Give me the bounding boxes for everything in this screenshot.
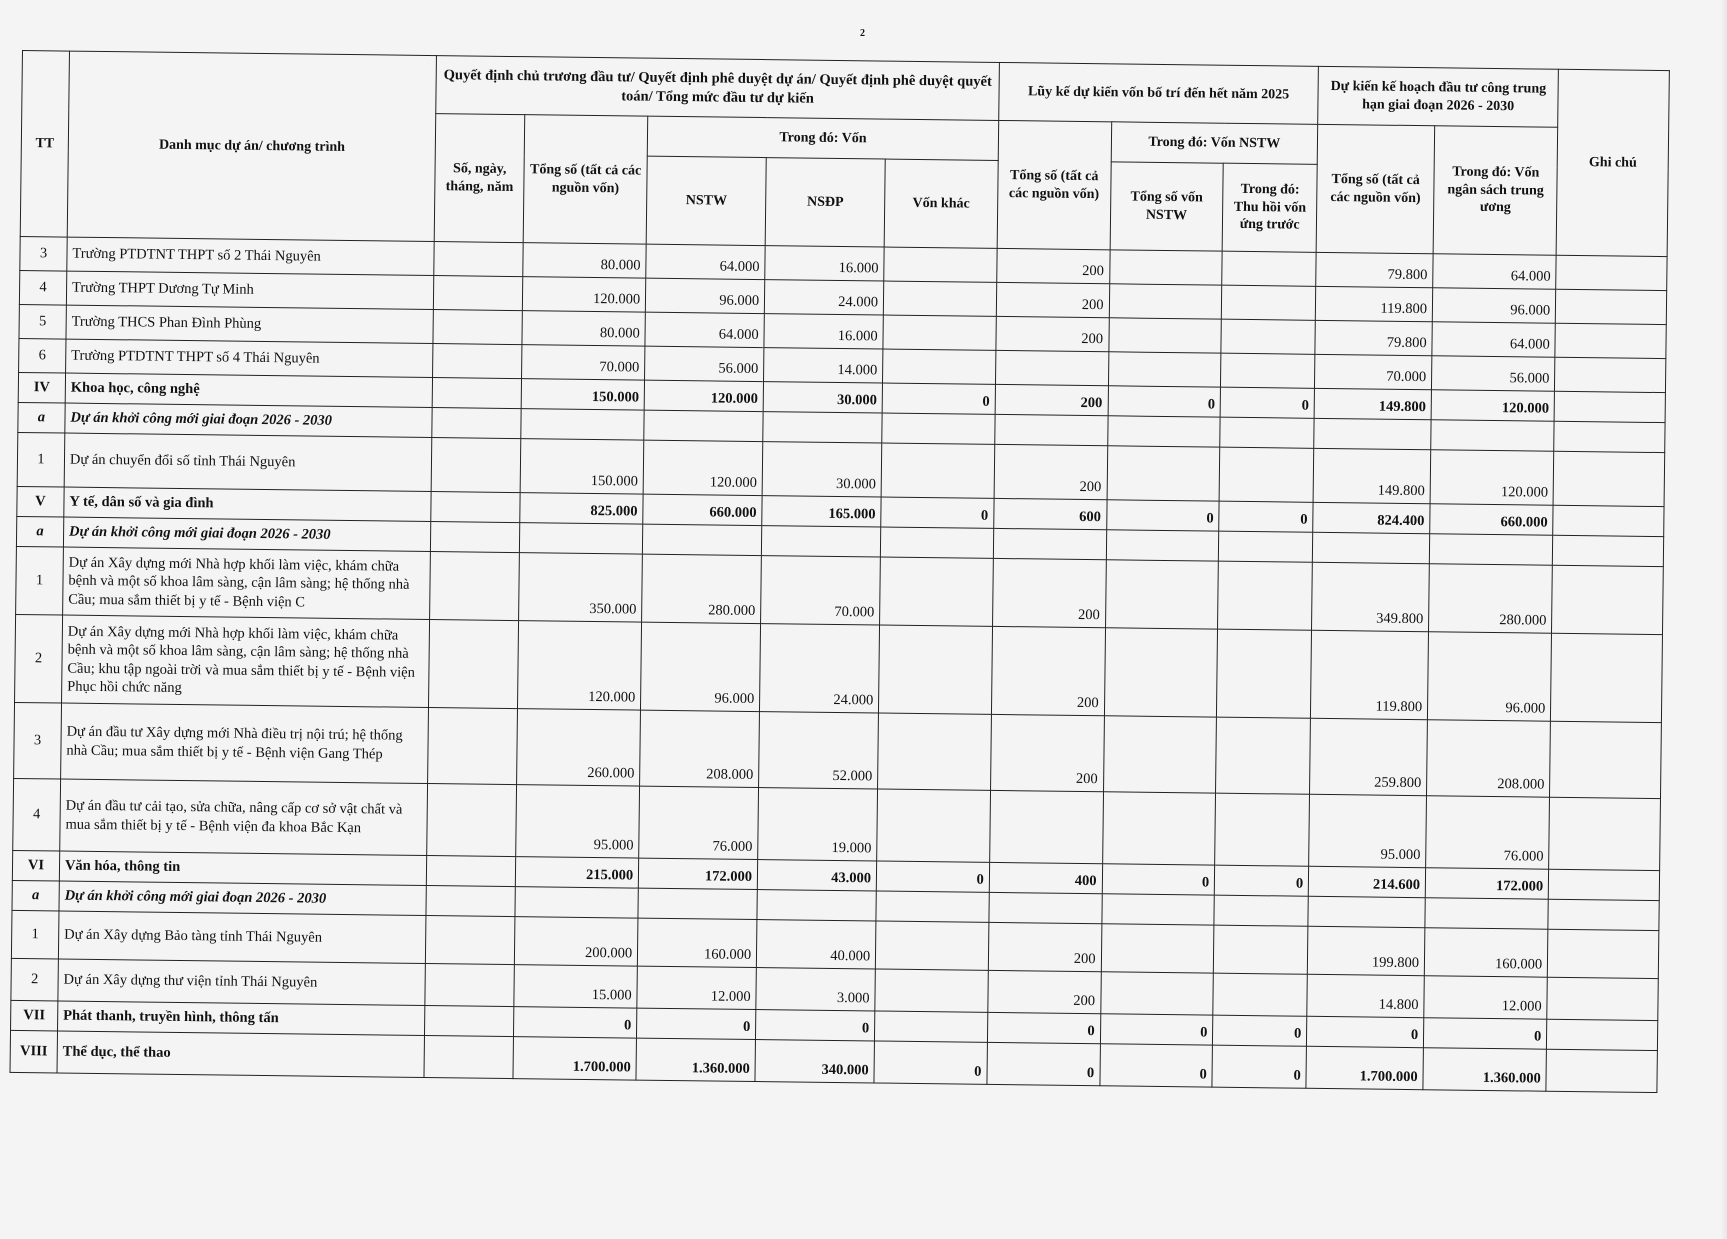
cell-luy-ke-tong: 0 bbox=[987, 1012, 1100, 1043]
header-danh-muc: Danh mục dự án/ chương trình bbox=[67, 51, 437, 241]
cell-tt: a bbox=[18, 402, 65, 433]
cell-tt: VII bbox=[11, 1000, 58, 1031]
cell-von-khac bbox=[875, 921, 988, 970]
cell-tong-so: 0 bbox=[514, 1007, 638, 1039]
cell-nsdp: 165.000 bbox=[762, 496, 881, 527]
cell-du-kien-tong: 259.800 bbox=[1310, 718, 1428, 795]
cell-du-kien-tong: 14.800 bbox=[1307, 974, 1424, 1017]
cell-luy-ke-tong: 400 bbox=[989, 862, 1102, 893]
cell-tt: 5 bbox=[19, 304, 66, 339]
cell-luy-ke-nstw bbox=[1104, 628, 1218, 717]
cell-nstw: 160.000 bbox=[638, 918, 758, 967]
cell-nstw bbox=[638, 888, 757, 919]
cell-nsdp: 340.000 bbox=[755, 1040, 874, 1083]
cell-so-ngay bbox=[431, 492, 520, 523]
cell-nstw: 56.000 bbox=[645, 346, 764, 381]
cell-name: Trường THCS Phan Đình Phùng bbox=[66, 305, 434, 343]
cell-name: Dự án đầu tư Xây dựng mới Nhà điều trị nội trú; hệ thống nhà Cầu; mua sắm thiết bị y tế - Bệnh viện Gang Thép bbox=[61, 703, 429, 783]
cell-tt: 4 bbox=[19, 270, 66, 305]
cell-nstw: 120.000 bbox=[643, 440, 763, 495]
cell-so-ngay bbox=[431, 438, 520, 493]
header-quyet-dinh: Quyết định chủ trương đầu tư/ Quyết định phê duyệt dự án/ Quyết định phê duyệt quyết toán/ Tổng mức đầu tư dự kiến bbox=[436, 56, 999, 121]
cell-du-kien-tong: 824.400 bbox=[1313, 502, 1430, 533]
cell-tt: a bbox=[16, 516, 63, 547]
cell-du-kien-trung-uong bbox=[1425, 898, 1549, 930]
cell-luy-ke-tong bbox=[995, 414, 1108, 445]
cell-luy-ke-tong: 200 bbox=[988, 970, 1101, 1013]
cell-luy-ke-tong: 200 bbox=[994, 444, 1107, 499]
header-du-kien: Dự kiến kế hoạch đầu tư công trung hạn giai đoạn 2026 - 2030 bbox=[1318, 66, 1559, 127]
cell-du-kien-trung-uong: 76.000 bbox=[1426, 796, 1550, 869]
cell-du-kien-tong: 149.800 bbox=[1313, 448, 1431, 503]
cell-luy-ke-tong: 200 bbox=[997, 248, 1110, 283]
cell-von-khac: 0 bbox=[874, 1041, 987, 1084]
scan-edge bbox=[1721, 0, 1727, 1239]
cell-nstw bbox=[643, 524, 762, 555]
cell-ghi-chu bbox=[1555, 323, 1666, 358]
cell-name: Trường PTDTNT THPT số 2 Thái Nguyên bbox=[67, 237, 435, 275]
cell-von-khac bbox=[883, 315, 996, 350]
cell-so-ngay bbox=[425, 964, 514, 1007]
cell-von-khac bbox=[878, 713, 992, 790]
cell-ghi-chu bbox=[1553, 505, 1664, 536]
cell-nsdp: 52.000 bbox=[759, 712, 879, 789]
cell-von-khac: 0 bbox=[881, 497, 994, 528]
cell-ghi-chu bbox=[1555, 357, 1666, 392]
cell-du-kien-trung-uong: 0 bbox=[1424, 1018, 1548, 1050]
cell-luy-ke-nstw bbox=[1109, 284, 1222, 319]
cell-so-ngay bbox=[434, 276, 523, 311]
cell-ghi-chu bbox=[1556, 289, 1667, 324]
cell-luy-ke-tong: 200 bbox=[996, 316, 1109, 351]
cell-du-kien-tong bbox=[1308, 896, 1425, 927]
cell-du-kien-tong bbox=[1314, 418, 1431, 449]
cell-ghi-chu bbox=[1549, 869, 1660, 900]
cell-so-ngay bbox=[427, 784, 517, 857]
cell-tong-so: 350.000 bbox=[519, 553, 643, 622]
cell-nstw: 64.000 bbox=[646, 244, 765, 279]
cell-tong-so: 95.000 bbox=[516, 785, 640, 858]
cell-du-kien-tong: 70.000 bbox=[1315, 354, 1432, 389]
cell-tt: a bbox=[12, 880, 59, 911]
cell-du-kien-tong: 95.000 bbox=[1309, 794, 1427, 867]
cell-thu-hoi bbox=[1219, 531, 1313, 562]
cell-tt: 3 bbox=[20, 236, 67, 271]
cell-tt: 1 bbox=[17, 432, 65, 487]
table-header bbox=[20, 51, 1669, 257]
cell-name: Dự án Xây dựng mới Nhà hợp khối làm việc, khám chữa bệnh và một số khoa lâm sàng, cận lâm sàng; hệ thống nhà Cầu; khu tập ngoài trời và mua sắm thiết bị y tế - Bệnh viện Phục hồi chức năng bbox=[61, 615, 429, 707]
cell-nstw: 1.360.000 bbox=[636, 1038, 755, 1081]
cell-so-ngay bbox=[432, 378, 521, 409]
cell-thu-hoi: 0 bbox=[1212, 1045, 1306, 1088]
cell-du-kien-tong: 214.600 bbox=[1308, 866, 1425, 897]
cell-ghi-chu bbox=[1554, 421, 1665, 452]
cell-name: Y tế, dân số và gia đình bbox=[64, 487, 432, 521]
cell-luy-ke-tong bbox=[989, 892, 1102, 923]
cell-luy-ke-nstw bbox=[1107, 416, 1220, 447]
cell-luy-ke-nstw bbox=[1108, 318, 1221, 353]
cell-du-kien-trung-uong: 64.000 bbox=[1433, 254, 1557, 290]
cell-nsdp: 43.000 bbox=[757, 860, 876, 891]
cell-ghi-chu bbox=[1547, 977, 1658, 1020]
cell-tong-so: 70.000 bbox=[522, 345, 646, 381]
cell-von-khac bbox=[883, 281, 996, 316]
page-number: 2 bbox=[860, 28, 865, 39]
cell-von-khac bbox=[876, 891, 989, 922]
cell-luy-ke-tong: 200 bbox=[988, 922, 1101, 971]
cell-luy-ke-tong: 200 bbox=[995, 384, 1108, 415]
cell-nstw: 172.000 bbox=[638, 858, 757, 889]
cell-name: Trường PTDTNT THPT số 4 Thái Nguyên bbox=[66, 339, 434, 377]
cell-du-kien-tong: 119.800 bbox=[1316, 286, 1433, 321]
header-nsdp: NSĐP bbox=[765, 158, 885, 247]
cell-thu-hoi bbox=[1215, 793, 1310, 866]
cell-nstw: 0 bbox=[637, 1008, 756, 1039]
cell-so-ngay bbox=[428, 708, 518, 785]
cell-name: Trường THPT Dương Tự Minh bbox=[66, 271, 434, 309]
header-trong-do-von: Trong đó: Vốn bbox=[647, 116, 998, 160]
cell-du-kien-trung-uong: 172.000 bbox=[1425, 868, 1549, 900]
cell-luy-ke-tong: 0 bbox=[987, 1042, 1100, 1085]
cell-du-kien-trung-uong: 12.000 bbox=[1424, 976, 1548, 1020]
cell-luy-ke-nstw: 0 bbox=[1099, 1044, 1212, 1087]
cell-name: Phát thanh, truyền hình, thông tấn bbox=[57, 1001, 425, 1035]
cell-du-kien-trung-uong: 64.000 bbox=[1432, 322, 1556, 358]
cell-tong-so: 80.000 bbox=[523, 243, 647, 279]
cell-tong-so: 1.700.000 bbox=[513, 1037, 637, 1081]
cell-tong-so: 825.000 bbox=[520, 493, 644, 525]
cell-so-ngay bbox=[424, 1035, 513, 1078]
cell-du-kien-tong bbox=[1313, 532, 1430, 563]
cell-ghi-chu bbox=[1549, 797, 1661, 870]
cell-name: Dự án Xây dựng mới Nhà hợp khối làm việc, khám chữa bệnh và một số khoa lâm sàng, cận lâm sàng; hệ thống nhà Cầu; mua sắm thiết bị y tế - Bệnh viện C bbox=[63, 547, 431, 619]
cell-luy-ke-nstw: 0 bbox=[1102, 864, 1215, 895]
cell-luy-ke-nstw bbox=[1101, 924, 1214, 973]
cell-thu-hoi: 0 bbox=[1220, 387, 1314, 418]
cell-so-ngay bbox=[433, 310, 522, 345]
cell-du-kien-trung-uong: 120.000 bbox=[1431, 390, 1555, 422]
cell-tt: 1 bbox=[11, 910, 59, 959]
cell-du-kien-trung-uong bbox=[1429, 534, 1553, 566]
cell-tt: 2 bbox=[11, 958, 58, 1001]
cell-von-khac bbox=[884, 247, 997, 282]
cell-nsdp: 3.000 bbox=[756, 968, 875, 1011]
header-thu-hoi: Trong đó: Thu hồi vốn ứng trước bbox=[1222, 163, 1317, 252]
cell-so-ngay bbox=[426, 886, 515, 917]
cell-thu-hoi bbox=[1221, 353, 1315, 388]
cell-tong-so: 150.000 bbox=[521, 379, 645, 411]
cell-luy-ke-tong bbox=[989, 790, 1103, 863]
cell-nstw: 96.000 bbox=[641, 622, 761, 711]
cell-so-ngay bbox=[429, 620, 519, 709]
cell-nsdp: 24.000 bbox=[764, 280, 883, 315]
cell-du-kien-trung-uong: 1.360.000 bbox=[1423, 1048, 1547, 1092]
cell-nsdp: 16.000 bbox=[764, 314, 883, 349]
cell-du-kien-trung-uong: 660.000 bbox=[1430, 504, 1554, 536]
cell-name: Dự án Xây dựng thư viện tỉnh Thái Nguyên bbox=[58, 959, 426, 1005]
cell-du-kien-tong: 349.800 bbox=[1312, 562, 1430, 631]
cell-von-khac bbox=[881, 443, 994, 498]
cell-ghi-chu bbox=[1547, 1019, 1658, 1050]
cell-du-kien-tong: 79.800 bbox=[1315, 320, 1432, 355]
cell-tt: V bbox=[17, 486, 64, 517]
cell-thu-hoi bbox=[1222, 251, 1316, 286]
cell-ghi-chu bbox=[1550, 721, 1662, 798]
cell-nsdp: 30.000 bbox=[763, 382, 882, 413]
cell-ghi-chu bbox=[1548, 899, 1659, 930]
header-von-khac: Vốn khác bbox=[884, 159, 998, 248]
cell-luy-ke-tong bbox=[995, 350, 1108, 385]
cell-luy-ke-nstw: 0 bbox=[1108, 386, 1221, 417]
investment-plan-table bbox=[10, 50, 1670, 1093]
cell-tong-so: 260.000 bbox=[517, 709, 641, 786]
document-sheet bbox=[8, 50, 1670, 1200]
cell-name: Dự án khởi công mới giai đoạn 2026 - 2030 bbox=[65, 403, 433, 437]
cell-nstw: 64.000 bbox=[645, 312, 764, 347]
cell-name: Dự án khởi công mới giai đoạn 2026 - 2030 bbox=[63, 517, 431, 551]
cell-du-kien-trung-uong: 120.000 bbox=[1430, 450, 1554, 506]
cell-von-khac: 0 bbox=[882, 383, 995, 414]
cell-du-kien-tong: 0 bbox=[1307, 1016, 1424, 1047]
cell-luy-ke-tong: 600 bbox=[994, 498, 1107, 529]
cell-thu-hoi bbox=[1221, 319, 1315, 354]
cell-so-ngay bbox=[434, 242, 523, 277]
cell-tt: VIII bbox=[10, 1030, 57, 1073]
cell-nstw: 120.000 bbox=[644, 380, 763, 411]
cell-tt: 1 bbox=[16, 546, 64, 615]
cell-nstw: 76.000 bbox=[639, 786, 759, 859]
cell-von-khac bbox=[879, 625, 993, 714]
cell-tt: 6 bbox=[19, 338, 66, 373]
cell-tt: 2 bbox=[15, 614, 63, 703]
cell-thu-hoi bbox=[1222, 285, 1316, 320]
cell-tt: VI bbox=[12, 850, 59, 881]
cell-du-kien-trung-uong: 208.000 bbox=[1427, 720, 1551, 797]
cell-luy-ke-nstw bbox=[1107, 446, 1220, 501]
cell-tt: 4 bbox=[13, 778, 61, 851]
cell-luy-ke-nstw bbox=[1106, 530, 1219, 561]
cell-thu-hoi bbox=[1216, 717, 1311, 794]
cell-du-kien-tong: 79.800 bbox=[1316, 252, 1433, 287]
cell-tong-so: 120.000 bbox=[518, 621, 642, 710]
cell-tong-so: 200.000 bbox=[514, 917, 638, 967]
header-trong-do-nstw: Trong đó: Vốn NSTW bbox=[1111, 122, 1318, 165]
cell-so-ngay bbox=[426, 916, 515, 965]
cell-ghi-chu bbox=[1548, 929, 1659, 978]
cell-nsdp: 16.000 bbox=[765, 246, 884, 281]
cell-name: Dự án đầu tư cải tạo, sửa chữa, nâng cấp cơ sở vật chất và mua sắm thiết bị y tế - Bệnh viện đa khoa Bắc Kạn bbox=[60, 779, 428, 855]
header-tt: TT bbox=[20, 51, 69, 238]
cell-thu-hoi bbox=[1220, 417, 1314, 448]
cell-du-kien-trung-uong: 56.000 bbox=[1432, 356, 1556, 392]
cell-du-kien-tong: 149.800 bbox=[1314, 388, 1431, 419]
cell-thu-hoi bbox=[1217, 629, 1312, 718]
cell-thu-hoi: 0 bbox=[1213, 1015, 1307, 1046]
header-so-ngay: Số, ngày, tháng, năm bbox=[435, 114, 525, 243]
cell-ghi-chu bbox=[1556, 255, 1667, 290]
cell-thu-hoi bbox=[1218, 561, 1313, 630]
header-tong-so-dk: Tổng số (tất cả các nguồn vốn) bbox=[1316, 124, 1434, 253]
cell-tong-so bbox=[515, 887, 639, 919]
cell-von-khac bbox=[883, 349, 996, 384]
header-tong-so-von-nstw: Tổng số vốn NSTW bbox=[1110, 162, 1224, 251]
cell-luy-ke-nstw bbox=[1102, 792, 1216, 865]
cell-tong-so: 15.000 bbox=[514, 965, 638, 1009]
cell-name: Thể dục, thể thao bbox=[57, 1031, 425, 1077]
cell-von-khac bbox=[875, 969, 988, 1012]
cell-name: Dự án khởi công mới giai đoạn 2026 - 2030 bbox=[59, 881, 427, 915]
cell-name: Văn hóa, thông tin bbox=[59, 851, 427, 885]
cell-tt: 3 bbox=[14, 702, 62, 779]
cell-luy-ke-tong: 200 bbox=[992, 558, 1106, 627]
cell-von-khac bbox=[880, 557, 994, 626]
header-luy-ke: Lũy kế dự kiến vốn bố trí đến hết năm 2025 bbox=[999, 62, 1319, 124]
cell-thu-hoi bbox=[1214, 925, 1309, 974]
cell-name: Dự án Xây dựng Bảo tàng tỉnh Thái Nguyên bbox=[58, 911, 426, 963]
cell-luy-ke-nstw bbox=[1103, 716, 1217, 793]
header-tong-so-lk: Tổng số (tất cả các nguồn vốn) bbox=[997, 120, 1111, 249]
cell-du-kien-trung-uong: 96.000 bbox=[1432, 288, 1556, 324]
cell-du-kien-trung-uong: 160.000 bbox=[1424, 928, 1548, 978]
cell-du-kien-tong: 1.700.000 bbox=[1306, 1046, 1423, 1089]
header-ghi-chu: Ghi chú bbox=[1556, 69, 1669, 256]
cell-luy-ke-nstw bbox=[1105, 560, 1219, 629]
cell-nsdp: 14.000 bbox=[764, 348, 883, 383]
cell-nsdp bbox=[757, 890, 876, 921]
cell-nsdp: 40.000 bbox=[757, 920, 877, 969]
cell-ghi-chu bbox=[1553, 451, 1664, 506]
cell-ghi-chu bbox=[1553, 535, 1664, 566]
cell-du-kien-tong: 199.800 bbox=[1308, 926, 1425, 975]
cell-du-kien-trung-uong bbox=[1431, 420, 1555, 452]
cell-luy-ke-nstw: 0 bbox=[1100, 1014, 1213, 1045]
cell-so-ngay bbox=[433, 344, 522, 379]
cell-du-kien-tong: 119.800 bbox=[1311, 630, 1429, 719]
cell-von-khac bbox=[882, 413, 995, 444]
cell-du-kien-trung-uong: 280.000 bbox=[1429, 564, 1553, 633]
cell-tong-so: 120.000 bbox=[522, 277, 646, 313]
cell-tong-so: 215.000 bbox=[515, 857, 639, 889]
cell-luy-ke-nstw bbox=[1101, 894, 1214, 925]
cell-nsdp bbox=[762, 526, 881, 557]
cell-nstw: 12.000 bbox=[637, 966, 756, 1009]
cell-von-khac bbox=[875, 1011, 988, 1042]
cell-nstw: 208.000 bbox=[640, 710, 760, 787]
table-body bbox=[10, 236, 1667, 1092]
cell-tong-so: 150.000 bbox=[520, 439, 644, 495]
cell-so-ngay bbox=[425, 1005, 514, 1036]
cell-thu-hoi bbox=[1219, 447, 1314, 502]
header-nstw: NSTW bbox=[646, 156, 766, 245]
cell-luy-ke-tong: 200 bbox=[996, 282, 1109, 317]
cell-name: Khoa học, công nghệ bbox=[65, 373, 433, 407]
cell-nstw: 280.000 bbox=[642, 554, 762, 623]
cell-nsdp: 0 bbox=[756, 1010, 875, 1041]
cell-nstw bbox=[644, 410, 763, 441]
cell-du-kien-trung-uong: 96.000 bbox=[1428, 632, 1552, 721]
cell-so-ngay bbox=[431, 522, 520, 553]
cell-nsdp: 70.000 bbox=[761, 556, 881, 625]
cell-thu-hoi: 0 bbox=[1215, 865, 1309, 896]
cell-tong-so: 80.000 bbox=[522, 311, 646, 347]
cell-luy-ke-tong: 200 bbox=[991, 626, 1105, 715]
cell-name: Dự án chuyển đổi số tỉnh Thái Nguyên bbox=[64, 433, 432, 491]
cell-luy-ke-tong bbox=[993, 528, 1106, 559]
cell-von-khac: 0 bbox=[876, 861, 989, 892]
cell-luy-ke-nstw: 0 bbox=[1106, 500, 1219, 531]
cell-tt: IV bbox=[18, 372, 65, 403]
cell-nstw: 660.000 bbox=[643, 494, 762, 525]
cell-tong-so bbox=[521, 409, 645, 441]
cell-nsdp bbox=[763, 412, 882, 443]
cell-thu-hoi bbox=[1214, 895, 1308, 926]
cell-thu-hoi bbox=[1213, 973, 1307, 1016]
cell-nstw: 96.000 bbox=[646, 278, 765, 313]
cell-nsdp: 30.000 bbox=[762, 442, 882, 497]
cell-von-khac bbox=[880, 527, 993, 558]
cell-so-ngay bbox=[432, 408, 521, 439]
cell-von-khac bbox=[877, 789, 991, 862]
cell-thu-hoi: 0 bbox=[1219, 501, 1313, 532]
cell-nsdp: 24.000 bbox=[760, 624, 880, 713]
cell-ghi-chu bbox=[1551, 633, 1663, 722]
cell-luy-ke-nstw bbox=[1108, 352, 1221, 387]
cell-ghi-chu bbox=[1546, 1049, 1657, 1092]
header-trong-do-ngan-sach: Trong đó: Vốn ngân sách trung ương bbox=[1433, 126, 1558, 255]
cell-so-ngay bbox=[427, 856, 516, 887]
cell-nsdp: 19.000 bbox=[758, 788, 878, 861]
cell-luy-ke-tong: 200 bbox=[990, 714, 1104, 791]
cell-ghi-chu bbox=[1552, 565, 1664, 634]
cell-luy-ke-nstw bbox=[1109, 250, 1222, 285]
cell-luy-ke-nstw bbox=[1100, 972, 1213, 1015]
cell-ghi-chu bbox=[1554, 391, 1665, 422]
header-tong-so-qd: Tổng số (tất cả các nguồn vốn) bbox=[523, 115, 648, 244]
cell-tong-so bbox=[519, 523, 643, 555]
cell-so-ngay bbox=[430, 552, 520, 621]
